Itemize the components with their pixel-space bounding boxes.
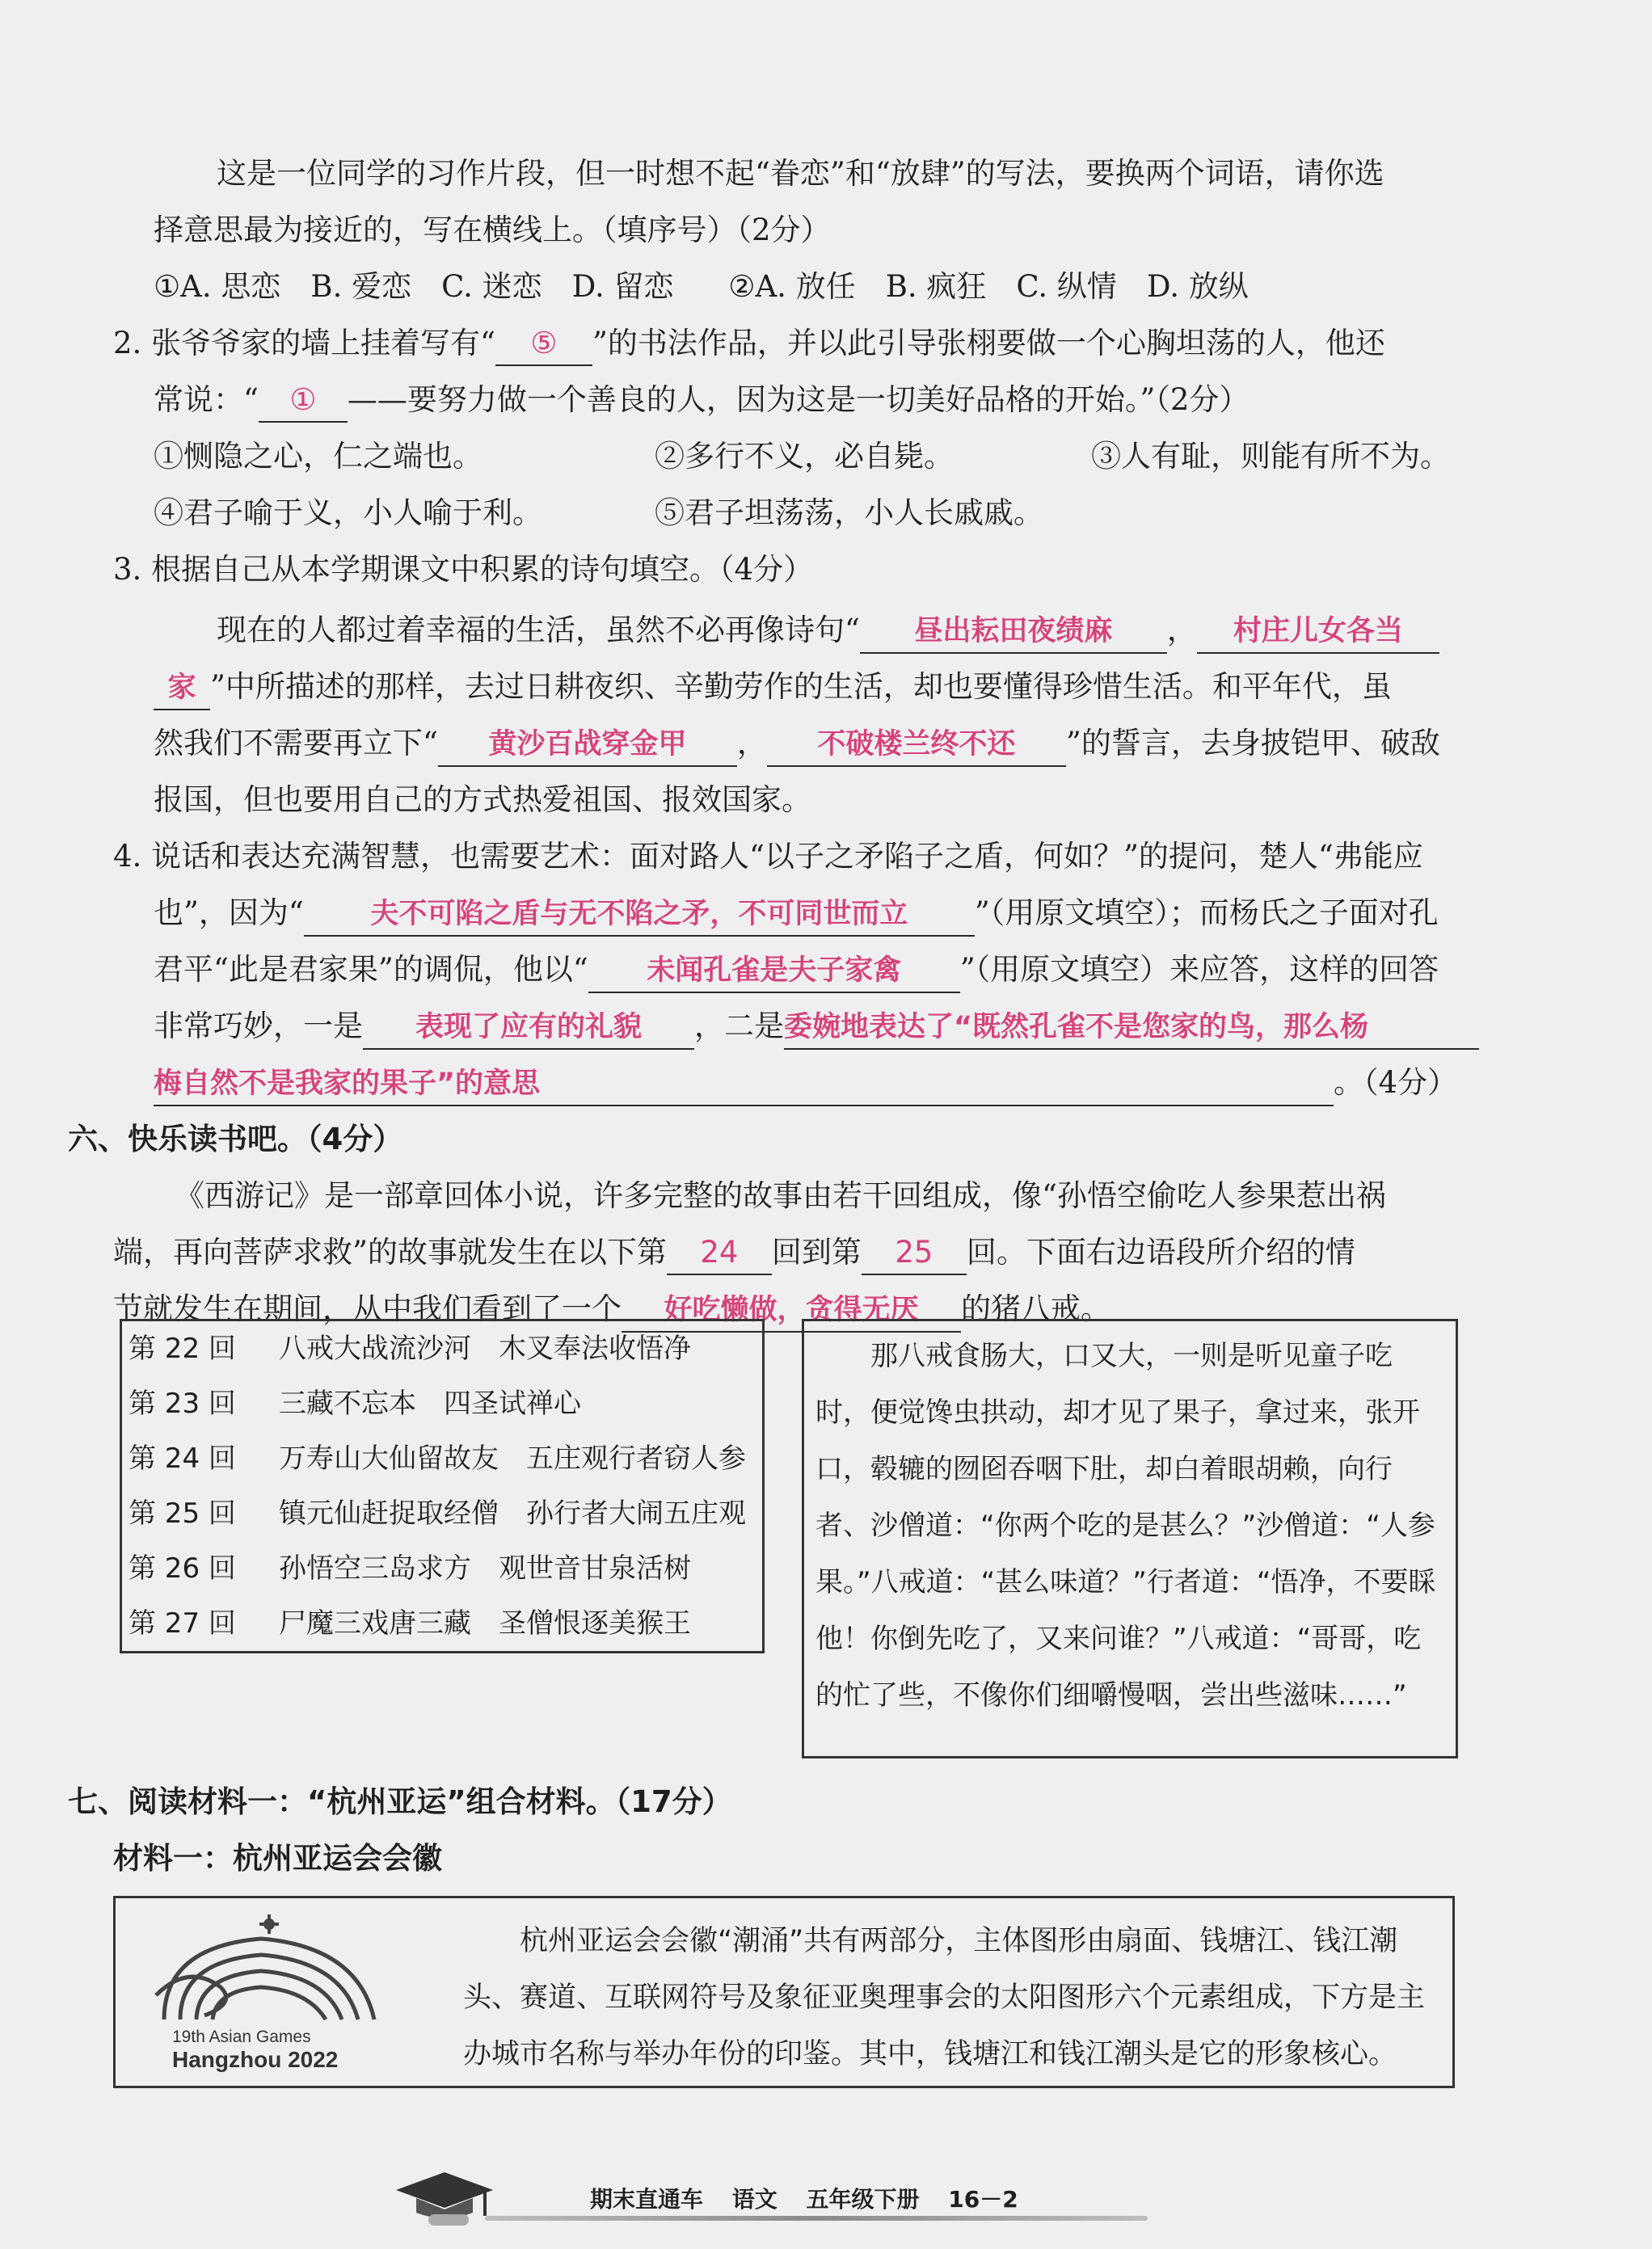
table-row <box>121 1596 764 1653</box>
section-6-heading: 六、快乐读书吧。（4分） <box>68 1122 403 1156</box>
q2-line1 <box>113 315 1471 372</box>
q1-options <box>154 259 1511 315</box>
q3-answer-1[interactable]: 昼出耘田夜绩麻 <box>860 610 1167 654</box>
emblem-material-box <box>113 1896 1455 2088</box>
q3-answer-2a[interactable]: 村庄儿女各当 <box>1197 610 1439 654</box>
q2-option-1: ①恻隐之心，仁之端也。 <box>154 439 483 474</box>
chapter-title: 八戒大战流沙河 木叉奉法收悟净 <box>279 1333 691 1365</box>
novel-excerpt-text: 那八戒食肠大，口又大，一则是听见童子吃时，便觉馋虫拱动，却才见了果子，拿过来，张开口，毂辘的囫囵吞咽下肚，却白着眼胡赖，向行者、沙僧道：“你两个吃的是甚么？”沙僧道：“人参果。”八戒道：“甚么味道？”行者道：“悟净，不要睬他！你倒先吃了，又来问谁？”八戒道：“哥哥，吃的忙了些，不像你们细嚼慢咽，尝出些滋味……” <box>815 1340 1436 1712</box>
q4-line5 <box>154 1055 1511 1111</box>
s6-line1: 《西游记》是一部章回体小说，许多完整的故事由若干回组成，像“孙悟空偷吃人参果惹出祸 <box>175 1178 1386 1213</box>
q2-option-2: ②多行不义，必自毙。 <box>655 439 954 474</box>
q4-text: 。（4分） <box>1334 1065 1458 1100</box>
chapter-number: 第 24 回 <box>129 1442 236 1475</box>
q2-text: 2. 张爷爷家的墙上挂着写有“ <box>113 326 495 360</box>
q4-line2 <box>154 885 1511 941</box>
s6-text: 端，再向菩萨求救”的故事就发生在以下第 <box>113 1235 667 1270</box>
q2-text: 常说：“ <box>154 382 259 417</box>
emblem-description: 杭州亚运会会徽“潮涌”共有两部分，主体图形由扇面、钱塘江、钱江潮头、赛道、互联网符号及象征亚奥理事会的太阳图形六个元素组成，下方是主办城市名称与举办年份的印鉴。其中，钱塘江和钱江潮头是它的形象核心。 <box>463 1925 1426 2070</box>
table-row <box>121 1431 764 1486</box>
footer-divider <box>485 2216 1148 2221</box>
q3-text: 然我们不需要再立下“ <box>154 726 438 760</box>
q3-comma: ， <box>736 726 767 760</box>
q4-text: ”（用原文填空）来应答，这样的回答 <box>959 952 1439 987</box>
q4-text: 也”，因为“ <box>154 895 304 930</box>
s6-answer-3[interactable]: 好吃懒做，贪得无厌 <box>622 1289 961 1333</box>
s6-line2 <box>113 1224 1471 1281</box>
q2-line2 <box>154 372 1511 428</box>
q3-line1 <box>217 602 1574 659</box>
chapter-number: 第 27 回 <box>129 1607 236 1640</box>
q4-answer-4b[interactable]: 梅自然不是我家的果子”的意思 <box>154 1063 1334 1106</box>
chapter-title: 万寿山大仙留故友 五庄观行者窃人参 <box>279 1442 746 1475</box>
chapter-title: 镇元仙赶捉取经僧 孙行者大闹五庄观 <box>279 1497 746 1530</box>
q1-line2: 择意思最为接近的，写在横线上。（填序号）（2分） <box>154 213 831 247</box>
s6-text: 回。下面右边语段所介绍的情 <box>966 1235 1355 1270</box>
s6-answer-1[interactable]: 24 <box>667 1232 772 1275</box>
q4-text: ”（用原文填空）；而杨氏之子面对孔 <box>974 895 1439 930</box>
q2-option-3: ③人有耻，则能有所不为。 <box>1091 439 1450 474</box>
chapter-number: 第 23 回 <box>129 1388 236 1420</box>
q4-answer-3[interactable]: 表现了应有的礼貌 <box>363 1006 694 1050</box>
q2-option-5: ⑤君子坦荡荡，小人长戚戚。 <box>655 495 1043 530</box>
q2-text: ——要努力做一个善良的人，因为这是一切美好品格的开始。”（2分） <box>347 382 1250 417</box>
q3-answer-4[interactable]: 不破楼兰终不还 <box>767 723 1066 767</box>
chapter-number: 第 25 回 <box>129 1497 236 1530</box>
page-footer <box>485 2182 1148 2227</box>
q2-answer-blank-1[interactable]: ⑤ <box>495 322 592 366</box>
q1-line1: 这是一位同学的习作片段，但一时想不起“眷恋”和“放肆”的写法，要换两个词语，请你选 <box>217 156 1384 191</box>
table-row <box>121 1376 764 1431</box>
asian-games-logo <box>140 1914 439 2080</box>
q4-text: ，二是 <box>694 1009 784 1043</box>
graduation-cap-icon <box>380 2166 501 2230</box>
footer-text <box>590 2182 1039 2214</box>
asian-games-emblem-icon <box>140 1914 439 2028</box>
q2-option-4: ④君子喻于义，小人喻于利。 <box>154 495 542 530</box>
footer-grade: 五年级下册 <box>806 2186 920 2213</box>
q3-comma: ， <box>1166 613 1197 647</box>
q2-answer-blank-2[interactable]: ① <box>259 379 348 423</box>
section-7-heading: 七、阅读材料一：“杭州亚运”组合材料。（17分） <box>68 1784 732 1819</box>
q4-text: 非常巧妙，一是 <box>154 1009 363 1043</box>
material-1-heading: 材料一：杭州亚运会会徽 <box>113 1841 442 1876</box>
chapter-title: 三藏不忘本 四圣试禅心 <box>279 1388 581 1420</box>
s6-text: 节就发生在期间，从中我们看到了一个 <box>113 1291 622 1326</box>
chapter-title: 尸魔三戏唐三藏 圣僧恨逐美猴王 <box>279 1607 691 1640</box>
q3-text: ”的誓言，去身披铠甲、破敌 <box>1065 726 1440 760</box>
s6-text: 的猪八戒。 <box>961 1291 1110 1326</box>
q1-options-b: ②A. 放任 B. 疯狂 C. 纵情 D. 放纵 <box>728 269 1249 304</box>
q4-answer-4a[interactable]: 委婉地表达了“既然孔雀不是您家的鸟，那么杨 <box>784 1006 1479 1050</box>
q4-text: 君平“此是君家果”的调侃，他以“ <box>154 952 588 987</box>
footer-book-title: 期末直通车 <box>590 2186 704 2213</box>
footer-subject: 语文 <box>731 2186 778 2213</box>
footer-page-number: 16－2 <box>948 2186 1018 2213</box>
q3-text: 现在的人都过着幸福的生活，虽然不必再像诗句“ <box>217 613 860 647</box>
chapter-title: 孙悟空三岛求方 观世音甘泉活树 <box>279 1552 691 1585</box>
novel-excerpt-box <box>802 1319 1458 1758</box>
q3-answer-2b[interactable]: 家 <box>154 667 210 710</box>
q2-options-row1 <box>154 428 1511 485</box>
chapter-table <box>120 1319 765 1653</box>
q2-text: ”的书法作品，并以此引导张栩要做一个心胸坦荡的人，他还 <box>592 326 1385 360</box>
chapter-number: 第 22 回 <box>129 1333 236 1365</box>
logo-caption-line2: Hangzhou 2022 <box>172 2047 339 2072</box>
table-row <box>121 1486 764 1541</box>
q3-line2 <box>154 659 1511 715</box>
q3-answer-3[interactable]: 黄沙百战穿金甲 <box>438 723 737 767</box>
s6-answer-2[interactable]: 25 <box>862 1232 967 1275</box>
q3-text: ”中所描述的那样，去过日耕夜织、辛勤劳作的生活，却也要懂得珍惜生活。和平年代，虽 <box>210 669 1392 704</box>
s6-text: 回到第 <box>771 1235 862 1270</box>
q3-title: 3. 根据自己从本学期课文中积累的诗句填空。（4分） <box>113 552 814 587</box>
q3-line4: 报国，但也要用自己的方式热爱祖国、报效国家。 <box>154 782 811 817</box>
q4-line4 <box>154 998 1511 1055</box>
q1-options-a: ①A. 思恋 B. 爱恋 C. 迷恋 D. 留恋 <box>154 269 674 304</box>
q3-line3 <box>154 715 1511 772</box>
q2-options-row2 <box>154 485 1511 541</box>
table-row <box>121 1320 764 1377</box>
q4-answer-1[interactable]: 夫不可陷之盾与无不陷之矛，不可同世而立 <box>304 893 975 937</box>
q4-line3 <box>154 941 1511 998</box>
q4-answer-2[interactable]: 未闻孔雀是夫子家禽 <box>588 950 960 993</box>
table-row <box>121 1541 764 1596</box>
logo-caption-line1: 19th Asian Games <box>172 2028 311 2046</box>
q4-line1: 4. 说话和表达充满智慧，也需要艺术：面对路人“以子之矛陷子之盾，何如？”的提问，楚人“弗能应 <box>113 839 1423 874</box>
chapter-number: 第 26 回 <box>129 1552 236 1585</box>
